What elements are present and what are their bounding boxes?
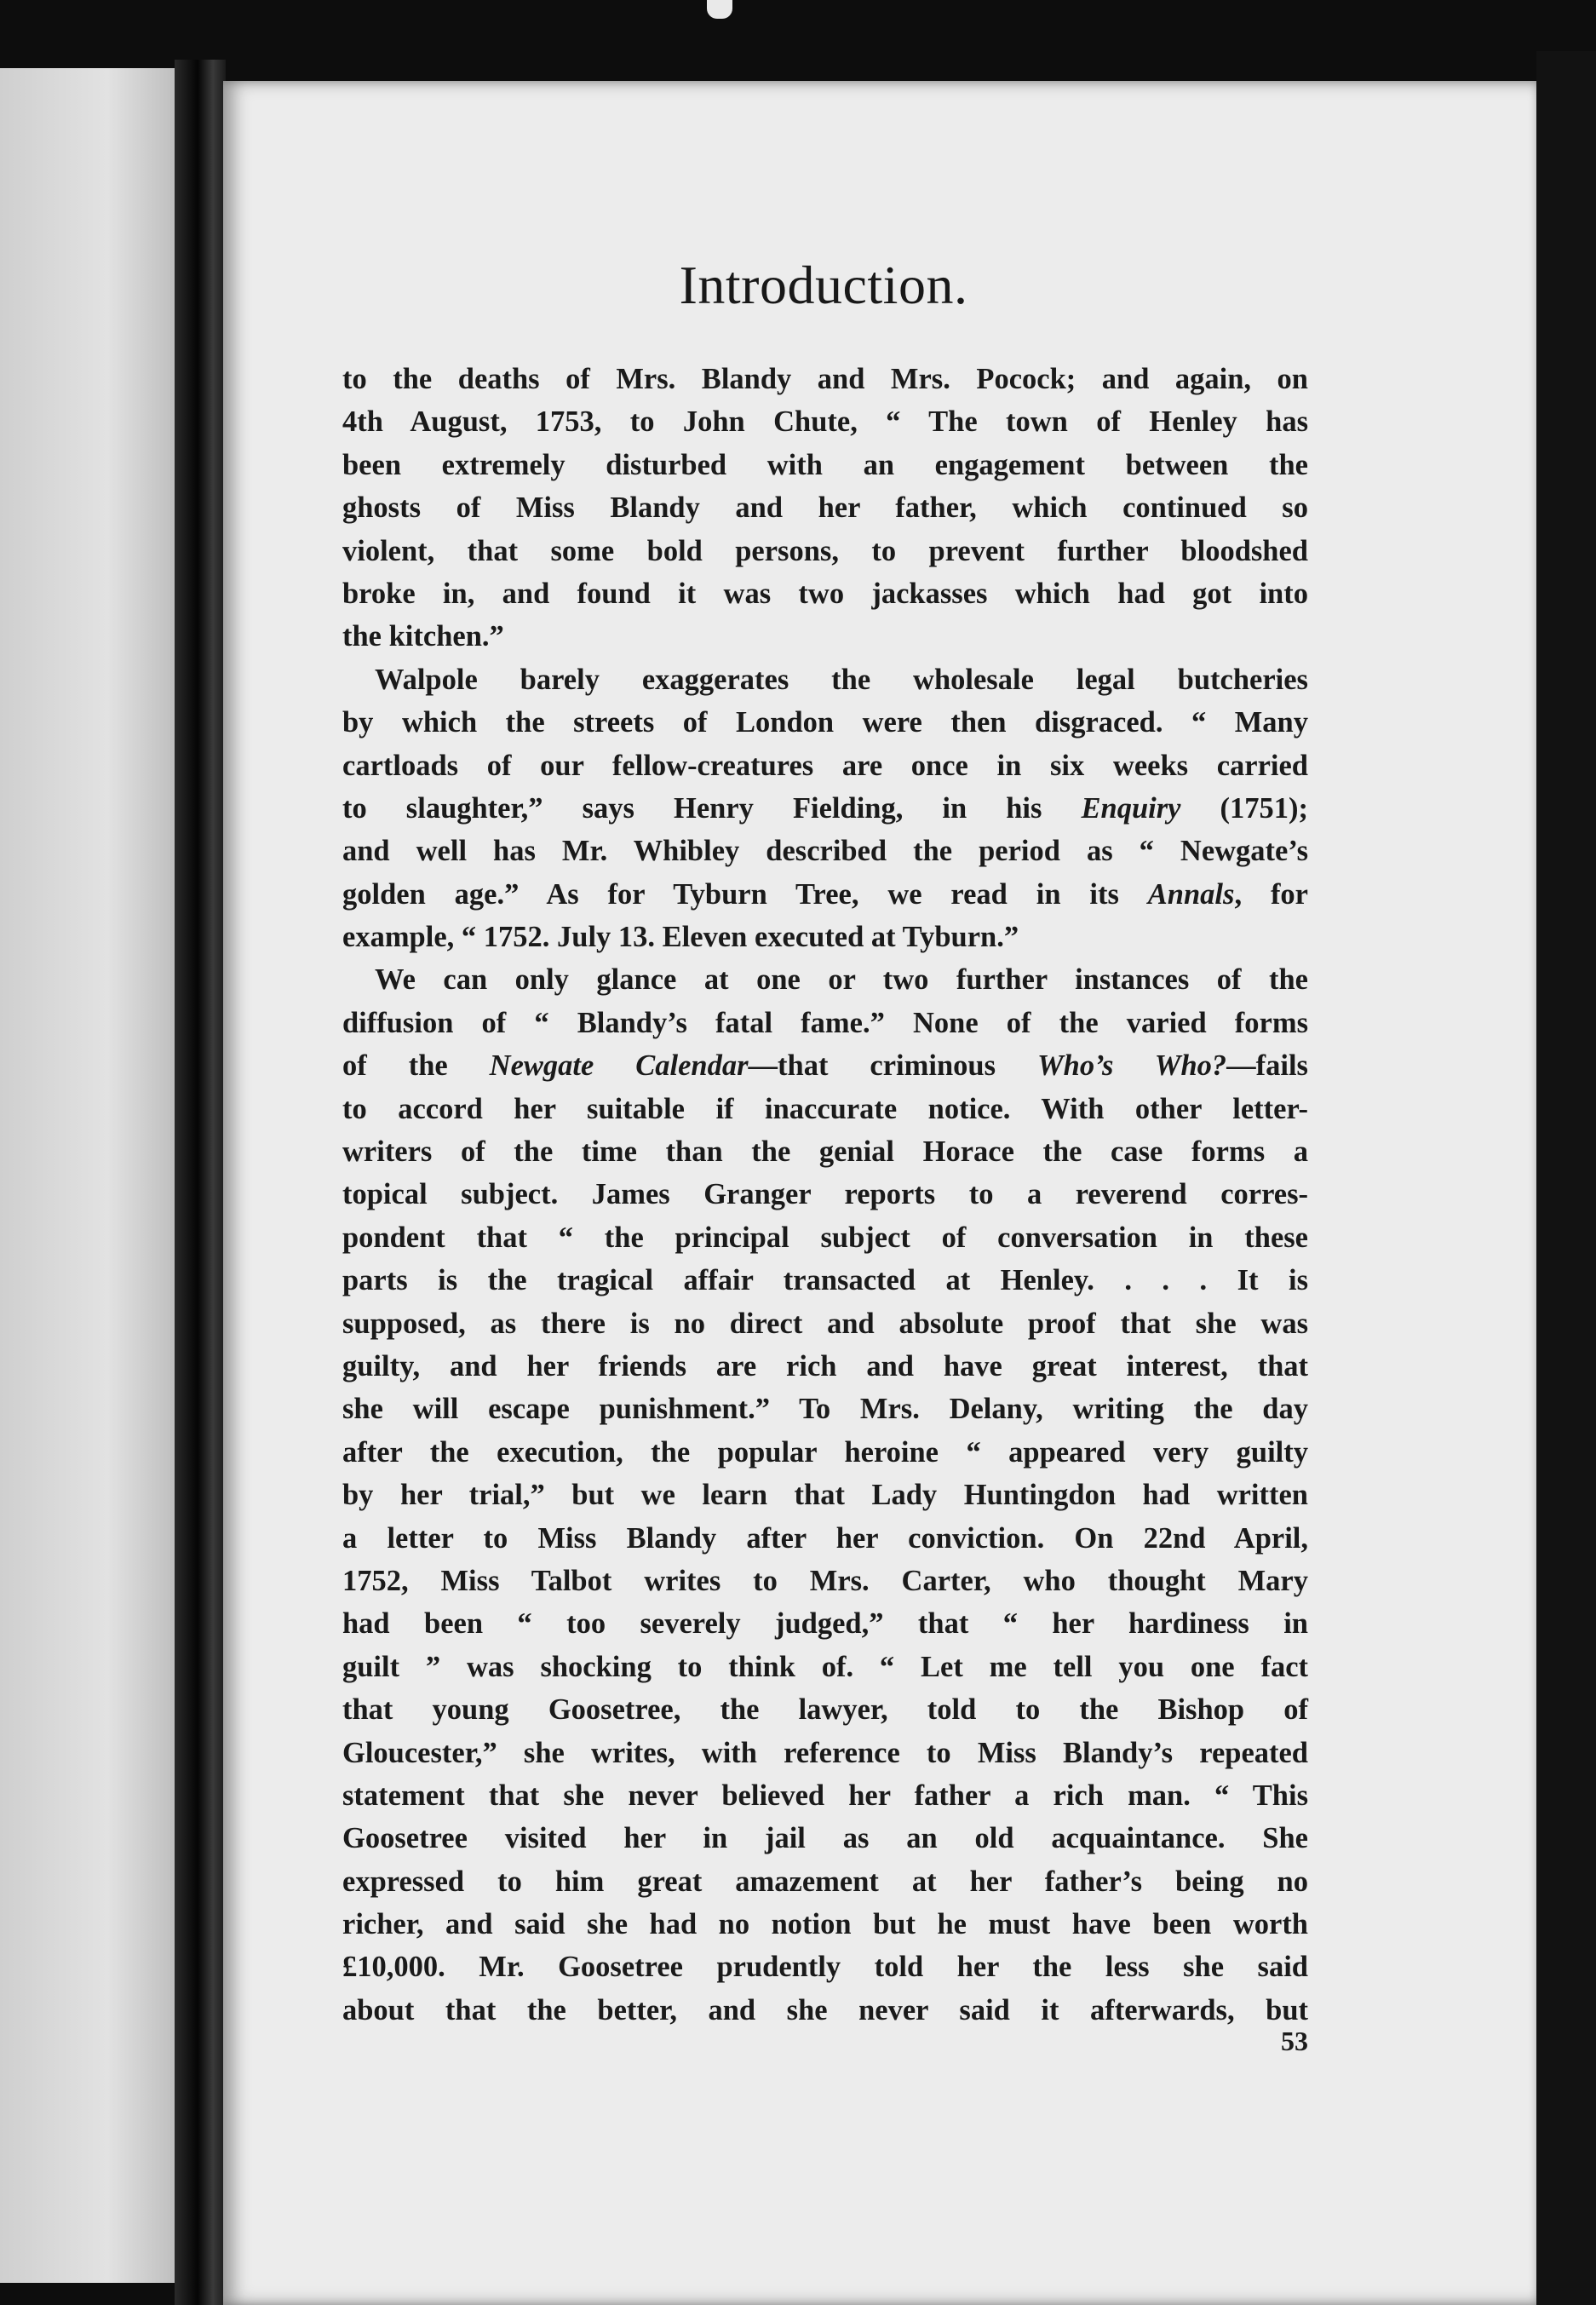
text-line bbox=[342, 658, 1308, 701]
text-segment: about that the better, and she never said it afterwards, but bbox=[342, 1993, 1308, 2026]
text-line bbox=[342, 830, 1308, 872]
text-segment: that young Goosetree, the lawyer, told to the Bishop of bbox=[342, 1693, 1308, 1727]
text-line bbox=[342, 530, 1308, 572]
text-segment: richer, and said she had no notion but he must have been worth bbox=[342, 1908, 1308, 1941]
text-segment: had been “ too severely judged,” that “ her hardiness in bbox=[342, 1607, 1308, 1641]
text-line bbox=[342, 958, 1308, 1001]
page-number: 53 bbox=[1281, 2026, 1308, 2056]
text-line bbox=[342, 1774, 1308, 1817]
text-segment: and well has Mr. Whibley described the period as “ Newgate’s bbox=[342, 835, 1308, 868]
text-segment: Goosetree visited her in jail as an old acquaintance. She bbox=[342, 1822, 1308, 1855]
text-segment: (1751); bbox=[1180, 791, 1308, 825]
italic-title: Newgate Calendar bbox=[489, 1049, 749, 1083]
facing-page-edge bbox=[0, 68, 179, 2283]
text-segment: ghosts of Miss Blandy and her father, which continued so bbox=[342, 491, 1308, 525]
text-segment: to the deaths of Mrs. Blandy and Mrs. Pocock; and again, on bbox=[342, 363, 1308, 395]
text-line bbox=[342, 358, 1308, 400]
clip-mark bbox=[707, 0, 732, 19]
text-segment: writers of the time than the genial Horace the case forms a bbox=[342, 1135, 1308, 1169]
text-segment: —that criminous bbox=[748, 1049, 1037, 1083]
text-line bbox=[342, 1989, 1308, 2032]
text-line bbox=[342, 1345, 1308, 1388]
text-line bbox=[342, 1646, 1308, 1688]
text-line bbox=[342, 486, 1308, 529]
italic-title: Annals bbox=[1147, 877, 1235, 911]
text-segment: supposed, as there is no direct and absolute proof that she was bbox=[342, 1307, 1308, 1340]
text-line bbox=[342, 400, 1308, 443]
text-segment: guilty, and her friends are rich and have great interest, that bbox=[342, 1349, 1308, 1382]
text-segment: diffusion of “ Blandy’s fatal fame.” None of the varied forms bbox=[342, 1006, 1308, 1039]
text-line bbox=[342, 1732, 1308, 1774]
text-line bbox=[342, 1903, 1308, 1946]
scan-border bbox=[1536, 51, 1596, 2305]
text-segment: of the bbox=[342, 1049, 490, 1083]
text-segment: to slaughter,” says Henry Fielding, in his bbox=[342, 791, 1082, 825]
text-segment: topical subject. James Granger reports to a reverend corres- bbox=[342, 1178, 1308, 1211]
text-line bbox=[342, 787, 1308, 830]
text-segment: a letter to Miss Blandy after her conviction. On 22nd April, bbox=[342, 1521, 1308, 1555]
text-segment: We can only glance at one or two further instances of the bbox=[375, 963, 1308, 997]
text-line bbox=[342, 1088, 1308, 1130]
text-line bbox=[342, 744, 1308, 787]
text-segment: been extremely disturbed with an engagement between the bbox=[342, 448, 1308, 481]
italic-title: Enquiry bbox=[1081, 791, 1181, 825]
text-segment: pondent that “ the principal subject of conversation in these bbox=[342, 1221, 1308, 1254]
text-segment: £10,000. Mr. Goosetree prudently told her the less she said bbox=[342, 1951, 1308, 1984]
text-segment: expressed to him great amazement at her father’s being no bbox=[342, 1865, 1308, 1898]
text-segment: —fails bbox=[1226, 1049, 1308, 1083]
text-line bbox=[342, 873, 1308, 916]
text-line bbox=[342, 916, 1308, 958]
text-segment: by her trial,” but we learn that Lady Huntingdon had written bbox=[342, 1479, 1308, 1512]
text-line bbox=[342, 615, 1308, 658]
text-segment: statement that she never believed her father a rich man. “ This bbox=[342, 1779, 1308, 1812]
text-segment: 1752, Miss Talbot writes to Mrs. Carter, who thought Mary bbox=[342, 1564, 1308, 1597]
text-line bbox=[342, 1517, 1308, 1560]
text-line bbox=[342, 1130, 1308, 1173]
text-line bbox=[342, 1216, 1308, 1259]
text-line bbox=[342, 1302, 1308, 1345]
text-line bbox=[342, 701, 1308, 744]
text-line bbox=[342, 1560, 1308, 1602]
book-gutter bbox=[175, 60, 226, 2305]
text-line bbox=[342, 1173, 1308, 1216]
text-line bbox=[342, 1946, 1308, 1988]
text-segment: cartloads of our fellow-creatures are once in six weeks carried bbox=[342, 749, 1308, 782]
text-segment: Gloucester,” she writes, with reference to Miss Blandy’s repeated bbox=[342, 1736, 1308, 1769]
text-segment: violent, that some bold persons, to prevent further bloodshed bbox=[342, 534, 1308, 567]
text-segment: parts is the tragical affair transacted at Henley. . . . It is bbox=[342, 1264, 1308, 1297]
text-segment: , for bbox=[1234, 877, 1308, 911]
text-segment: by which the streets of London were then disgraced. “ Many bbox=[342, 706, 1308, 739]
running-head: Introduction. bbox=[679, 255, 968, 315]
text-line bbox=[342, 1602, 1308, 1645]
text-line bbox=[342, 572, 1308, 615]
text-line bbox=[342, 1817, 1308, 1860]
text-line bbox=[342, 1688, 1308, 1731]
text-line bbox=[342, 1002, 1308, 1044]
text-segment: Walpole barely exaggerates the wholesale legal butcheries bbox=[375, 663, 1308, 696]
text-line bbox=[342, 1474, 1308, 1516]
text-segment: 4th August, 1753, to John Chute, “ The town of Henley has bbox=[342, 405, 1308, 439]
text-line bbox=[342, 1431, 1308, 1474]
text-segment: to accord her suitable if inaccurate notice. With other letter- bbox=[342, 1092, 1308, 1125]
text-line bbox=[342, 1860, 1308, 1903]
italic-title: Who’s Who? bbox=[1036, 1049, 1227, 1083]
text-segment: golden age.” As for Tyburn Tree, we read in its bbox=[342, 877, 1148, 911]
body-text bbox=[342, 358, 1308, 2032]
text-line bbox=[342, 1388, 1308, 1430]
text-segment: she will escape punishment.” To Mrs. Delany, writing the day bbox=[342, 1393, 1308, 1426]
text-segment: broke in, and found it was two jackasses which had got into bbox=[342, 577, 1308, 610]
text-segment: the kitchen.” bbox=[342, 620, 504, 653]
text-line bbox=[342, 444, 1308, 486]
text-segment: after the execution, the popular heroine “ appeared very guilty bbox=[342, 1435, 1308, 1469]
text-segment: example, “ 1752. July 13. Eleven executed at Tyburn.” bbox=[342, 921, 1019, 954]
text-segment: guilt ” was shocking to think of. “ Let me tell you one fact bbox=[342, 1650, 1308, 1683]
text-line bbox=[342, 1259, 1308, 1302]
text-line bbox=[342, 1044, 1308, 1087]
